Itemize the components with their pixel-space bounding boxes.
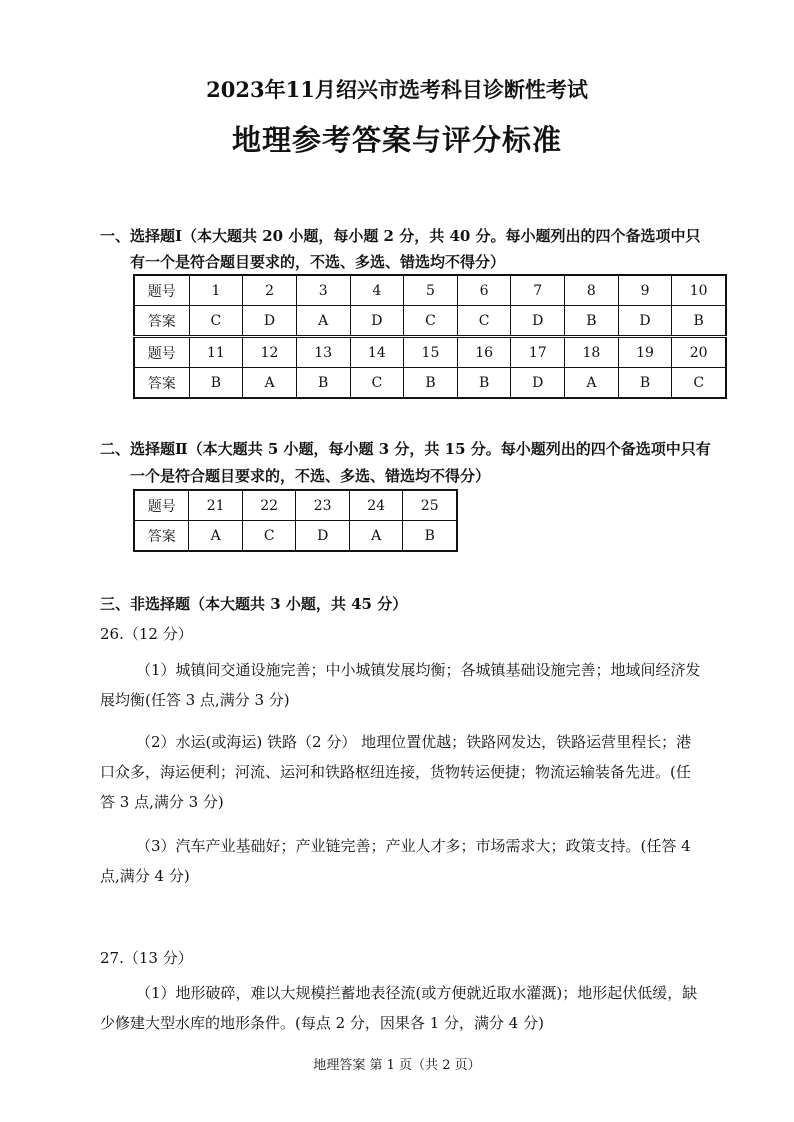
table-cell: C bbox=[242, 521, 296, 552]
text-line: 点,满分 4 分) bbox=[100, 867, 190, 885]
table-cell: 7 bbox=[511, 275, 565, 306]
table-label-number: 题号 bbox=[134, 490, 189, 521]
table-cell: A bbox=[296, 306, 350, 337]
table-cell: B bbox=[189, 368, 243, 399]
table-cell: 15 bbox=[404, 337, 458, 368]
table-row bbox=[134, 306, 726, 337]
section2-heading-cont: 一个是符合题目要求的，不选、多选、错选均不得分） bbox=[130, 467, 491, 485]
table-cell: 4 bbox=[350, 275, 404, 306]
table-cell: A bbox=[189, 521, 243, 552]
section1-heading: 一、选择题Ⅰ（本大题共 20 小题，每小题 2 分，共 40 分。每小题列出的四个备选项中只 bbox=[100, 227, 701, 245]
table-cell: C bbox=[457, 306, 511, 337]
text-line: （1）城镇间交通设施完善；中小城镇发展均衡；各城镇基础设施完善；地域间经济发 bbox=[136, 661, 701, 679]
table-cell: 20 bbox=[672, 337, 726, 368]
table-cell: 11 bbox=[189, 337, 243, 368]
table-cell: C bbox=[189, 306, 243, 337]
exam-title: 2023年11月绍兴市选考科目诊断性考试 bbox=[206, 77, 588, 102]
table-cell: 16 bbox=[457, 337, 511, 368]
table-row bbox=[134, 490, 457, 521]
table-label-answer: 答案 bbox=[134, 368, 189, 399]
table-cell: B bbox=[403, 521, 457, 552]
table-cell: 6 bbox=[457, 275, 511, 306]
table-cell: A bbox=[243, 368, 297, 399]
table-cell: C bbox=[404, 306, 458, 337]
table-cell: B bbox=[457, 368, 511, 399]
table-cell: D bbox=[511, 306, 565, 337]
table-row bbox=[134, 275, 726, 306]
table-cell: D bbox=[296, 521, 350, 552]
table-cell: C bbox=[672, 368, 726, 399]
table-cell: 25 bbox=[403, 490, 457, 521]
table-row bbox=[134, 337, 726, 368]
table-cell: 9 bbox=[618, 275, 672, 306]
table-cell: 1 bbox=[189, 275, 243, 306]
table-cell: 8 bbox=[565, 275, 619, 306]
table-row bbox=[134, 521, 457, 552]
answer-table-2 bbox=[133, 489, 458, 552]
table-cell: 13 bbox=[296, 337, 350, 368]
table-cell: 19 bbox=[618, 337, 672, 368]
table-cell: 17 bbox=[511, 337, 565, 368]
table-cell: 22 bbox=[242, 490, 296, 521]
question-27-title: 27.（13 分） bbox=[100, 949, 193, 967]
table-cell: 12 bbox=[243, 337, 297, 368]
section2-heading: 二、选择题Ⅱ（本大题共 5 小题，每小题 3 分，共 15 分。每小题列出的四个备选项中只有 bbox=[100, 440, 711, 458]
section1-heading-cont: 有一个是符合题目要求的，不选、多选、错选均不得分） bbox=[130, 253, 506, 271]
table-cell: B bbox=[404, 368, 458, 399]
table-cell: 10 bbox=[672, 275, 726, 306]
table-cell: D bbox=[243, 306, 297, 337]
text-line: 少修建大型水库的地形条件。(每点 2 分，因果各 1 分，满分 4 分) bbox=[100, 1014, 544, 1032]
text-line: 展均衡(任答 3 点,满分 3 分) bbox=[100, 691, 290, 709]
table-cell: 21 bbox=[189, 490, 243, 521]
page-title: 地理参考答案与评分标准 bbox=[231, 123, 562, 157]
question-26-part1 bbox=[100, 655, 738, 715]
table-cell: B bbox=[672, 306, 726, 337]
table-cell: A bbox=[565, 368, 619, 399]
question-26-part3 bbox=[100, 831, 738, 891]
text-line: （2）水运(或海运) 铁路（2 分） 地理位置优越；铁路网发达，铁路运营里程长；港 bbox=[136, 733, 692, 751]
table-cell: 23 bbox=[296, 490, 350, 521]
text-line: （3）汽车产业基础好；产业链完善；产业人才多；市场需求大；政策支持。(任答 4 bbox=[136, 837, 691, 855]
text-line: 答 3 点,满分 3 分) bbox=[100, 793, 224, 811]
text-line: （1）地形破碎，难以大规模拦蓄地表径流(或方便就近取水灌溉)；地形起伏低缓，缺 bbox=[136, 984, 698, 1002]
table-label-number: 题号 bbox=[134, 337, 189, 368]
table-cell: 14 bbox=[350, 337, 404, 368]
section3-heading: 三、非选择题（本大题共 3 小题，共 45 分） bbox=[100, 595, 408, 613]
question-26-part2 bbox=[100, 727, 738, 817]
page-footer: 地理答案 第 1 页（共 2 页） bbox=[313, 1058, 481, 1073]
table-cell: B bbox=[565, 306, 619, 337]
table-cell: A bbox=[349, 521, 403, 552]
table-cell: D bbox=[350, 306, 404, 337]
table-cell: D bbox=[511, 368, 565, 399]
table-label-answer: 答案 bbox=[134, 306, 189, 337]
text-line: 口众多，海运便利；河流、运河和铁路枢纽连接，货物转运便捷；物流运输装备先进。(任 bbox=[100, 763, 691, 781]
table-cell: C bbox=[350, 368, 404, 399]
question-27-part1 bbox=[100, 978, 738, 1038]
answer-table-1 bbox=[133, 274, 727, 399]
table-label-number: 题号 bbox=[134, 275, 189, 306]
table-cell: 24 bbox=[349, 490, 403, 521]
table-cell: 18 bbox=[565, 337, 619, 368]
table-cell: B bbox=[296, 368, 350, 399]
table-row bbox=[134, 368, 726, 399]
table-cell: B bbox=[618, 368, 672, 399]
table-cell: 2 bbox=[243, 275, 297, 306]
table-cell: D bbox=[618, 306, 672, 337]
question-26-title: 26.（12 分） bbox=[100, 625, 193, 643]
table-cell: 5 bbox=[404, 275, 458, 306]
table-label-answer: 答案 bbox=[134, 521, 189, 552]
table-cell: 3 bbox=[296, 275, 350, 306]
